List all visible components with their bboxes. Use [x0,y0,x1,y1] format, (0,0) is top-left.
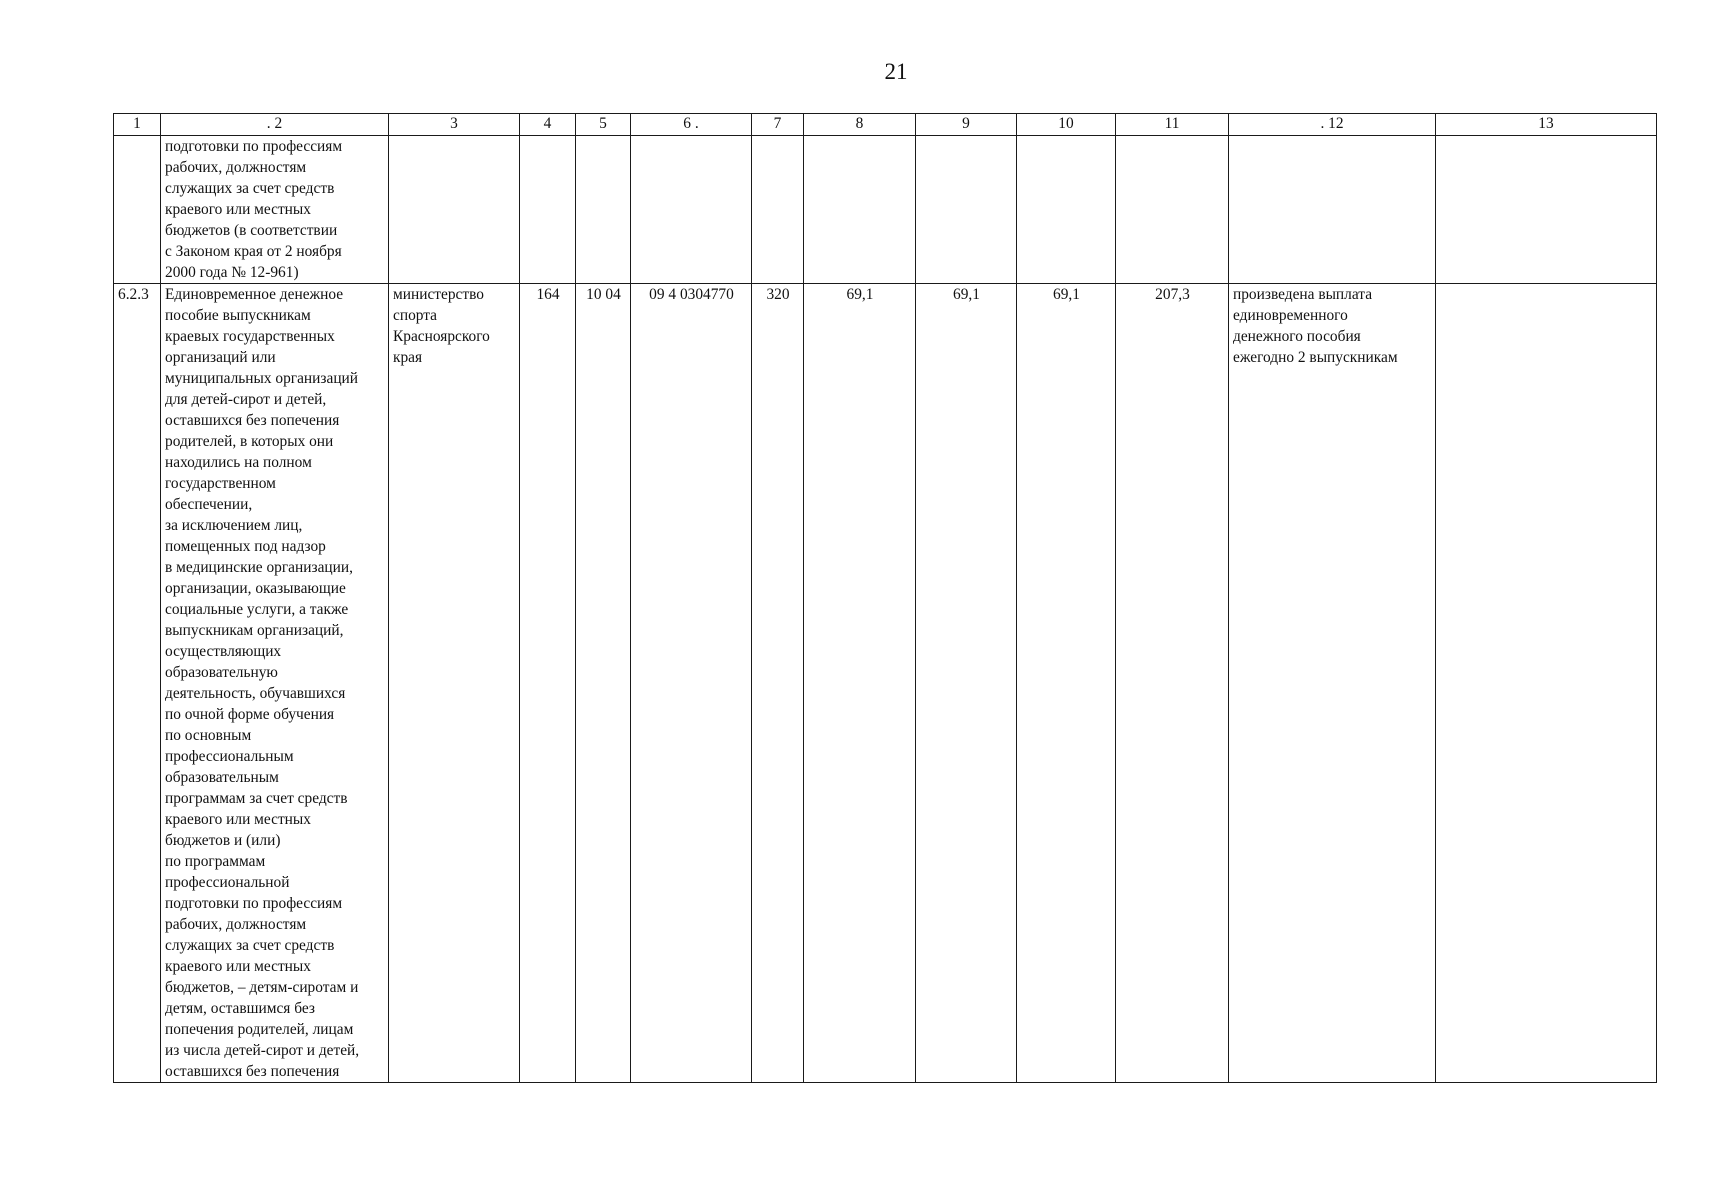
expense-cell-10 [1017,284,1116,1083]
expected-result-text: произведена выплата единовременного денежного пособия ежегодно 2 выпускникам [1233,286,1398,366]
measure-name-text: Единовременное денежное пособие выпускникам краевых государственных организаций или муниципальных организаций для детей-сирот и детей, оставшихся без попечения родителей, в которых они находились на полном государственном обеспечении, за исключением лиц, помещенных под надзор в медицинские организации, организации, оказывающие социальные услуги, а также выпускникам организаций, осуществляющих образовательную деятельность, обучавшихся по очной форме обучения по основным профессиональным образовательным программам за счет средств краевого или местных бюджетов и (или) по программам профессиональной подготовки по профессиям рабочих, должностям служащих за счет средств краевого или местных бюджетов, – детям-сиротам и детям, оставшимся без попечения родителей, лицам из числа детей-сирот и детей, оставшихся без попечения [165,286,360,1080]
column-header-11: 11 [1116,114,1229,136]
column-header-2: . 2 [161,114,389,136]
expected-result-cell [1229,284,1436,1083]
executor-cell [389,136,520,284]
csr-value: 09 4 0304770 [649,286,734,303]
column-header-4: 4 [520,114,576,136]
expense-cell-8 [804,136,916,284]
grbs-cell [520,136,576,284]
column-header-10: 10 [1017,114,1116,136]
vr-cell [752,284,804,1083]
expense-cell-9 [916,284,1017,1083]
executor-text: министерство спорта Красноярского края [393,286,490,366]
column-header-12: . 12 [1229,114,1436,136]
column-13-cell [1436,284,1657,1083]
expense-value-9: 69,1 [953,286,980,303]
executor-cell [389,284,520,1083]
measure-name-cell [161,136,389,284]
row-number-cell [114,136,161,284]
expense-value-10: 69,1 [1053,286,1080,303]
column-number-header-row [114,114,1657,136]
measure-name-text: подготовки по профессиям рабочих, должностям служащих за счет средств краевого или местных бюджетов (в соответствии с Законом края от 2 ноября 2000 года № 12-961) [165,138,343,281]
table-row-6-2-3 [114,284,1657,1083]
grbs-value: 164 [536,286,560,303]
table-row-continuation [114,136,1657,284]
rzpr-cell [576,284,631,1083]
rzpr-value: 10 04 [586,286,621,303]
row-number-cell [114,284,161,1083]
column-header-8: 8 [804,114,916,136]
column-header-13: 13 [1436,114,1657,136]
csr-cell [631,136,752,284]
expense-cell-8 [804,284,916,1083]
expense-total-cell [1116,136,1229,284]
csr-cell [631,284,752,1083]
expense-cell-10 [1017,136,1116,284]
column-header-1: 1 [114,114,161,136]
vr-value: 320 [766,286,790,303]
page-number: 21 [884,59,908,84]
column-header-7: 7 [752,114,804,136]
expected-result-cell [1229,136,1436,284]
program-measures-table [113,113,1657,1083]
column-13-cell [1436,136,1657,284]
column-header-5: 5 [576,114,631,136]
expense-value-8: 69,1 [846,286,874,303]
expense-total-cell [1116,284,1229,1083]
rzpr-cell [576,136,631,284]
grbs-cell [520,284,576,1083]
column-header-3: 3 [389,114,520,136]
vr-cell [752,136,804,284]
column-header-9: 9 [916,114,1017,136]
column-header-6: 6 . [631,114,752,136]
expense-total-value: 207,3 [1155,286,1190,303]
row-number: 6.2.3 [118,286,149,303]
measure-name-cell [161,284,389,1083]
expense-cell-9 [916,136,1017,284]
